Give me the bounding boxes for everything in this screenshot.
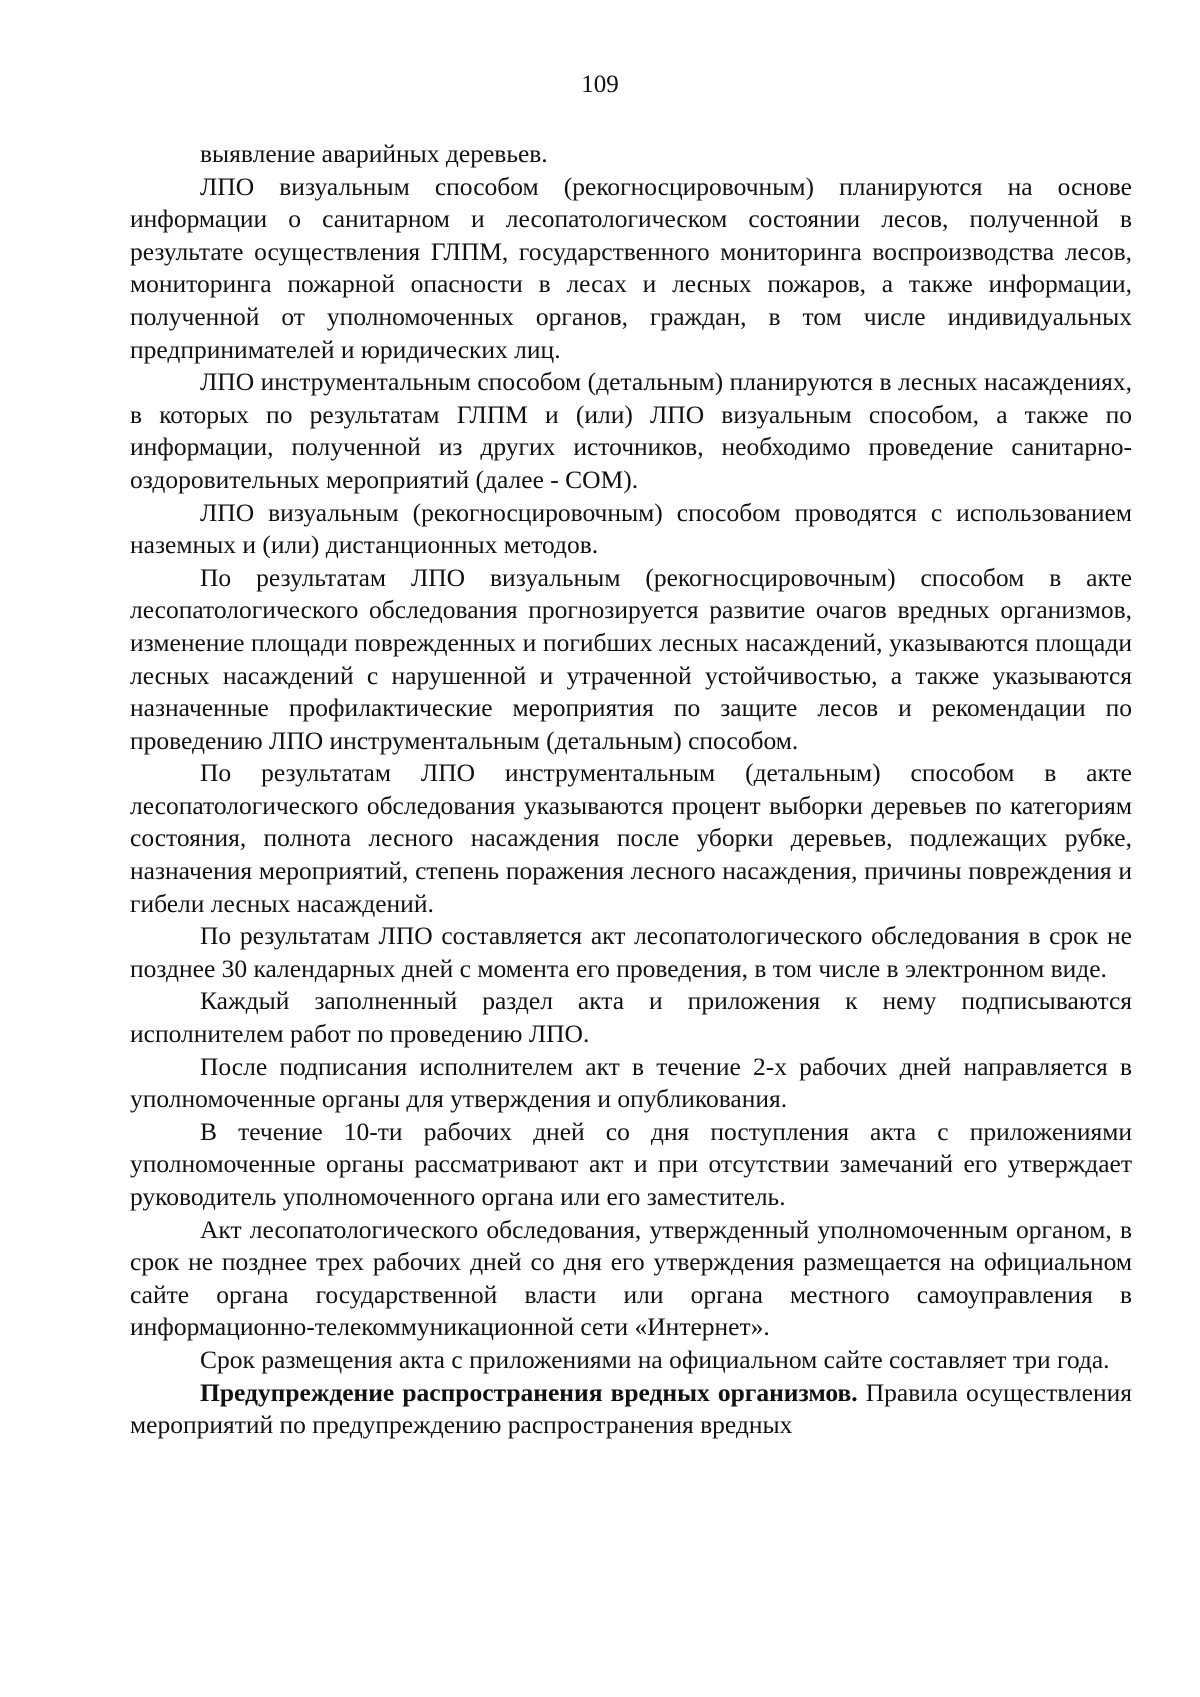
paragraph-visual-method-methods: ЛПО визуальным (рекогносцировочным) способом проводятся с использованием наземных и (или) дистанционных методов. bbox=[130, 497, 1132, 560]
paragraph-instrumental-method-results: По результатам ЛПО инструментальным (детальным) способом в акте лесопатологического обследования указываются процент выборки деревьев по категориям состояния, полнота лесного насаждения после уборки деревьев, подлежащих рубке, назначения мероприятий, степень поражения лесного насаждения, причины повреждения и гибели лесных насаждений. bbox=[130, 758, 1132, 918]
paragraph-act-approval: В течение 10-ти рабочих дней со дня поступления акта с приложениями уполномоченные органы рассматривают акт и при отсутствии замечаний его утверждает руководитель уполномоченного органа или его заместитель. bbox=[130, 1116, 1132, 1211]
document-body bbox=[130, 138, 1132, 1442]
paragraph-act-publication: Акт лесопатологического обследования, утвержденный уполномоченным органом, в срок не позднее трех рабочих дней со дня его утверждения размещается на официальном сайте органа государственной власти или органа местного самоуправления в информационно-телекоммуникационной сети «Интернет». bbox=[130, 1214, 1132, 1342]
paragraph-continuation: выявление аварийных деревьев. bbox=[200, 139, 548, 168]
paragraph-prevention-text: Правила осуществления мероприятий по предупреждению распространения вредных bbox=[130, 1377, 1132, 1440]
paragraph-act-deadline: По результатам ЛПО составляется акт лесопатологического обследования в срок не позднее 30 календарных дней с момента его проведения, в том числе в электронном виде. bbox=[130, 921, 1132, 983]
page-number: 109 bbox=[581, 71, 619, 98]
paragraph-act-submission: После подписания исполнителем акт в течение 2-х рабочих дней направляется в уполномоченные органы для утверждения и опубликования. bbox=[130, 1051, 1132, 1114]
paragraph-publication-term: Срок размещения акта с приложениями на официальном сайте составляет три года. bbox=[200, 1344, 1110, 1374]
paragraph-instrumental-method-planning: ЛПО инструментальным способом (детальным) планируются в лесных насаждениях, в которых по результатам ГЛПМ и (или) ЛПО визуальным способом, а также по информации, полученной из других источников, необходимо проведение санитарно-оздоровительных мероприятий (далее - СОМ). bbox=[130, 367, 1132, 494]
paragraph-act-signing: Каждый заполненный раздел акта и приложения к нему подписываются исполнителем работ по проведению ЛПО. bbox=[130, 986, 1132, 1049]
paragraph-visual-method-results: По результатам ЛПО визуальным (рекогносцировочным) способом в акте лесопатологического обследования прогнозируется развитие очагов вредных организмов, изменение площади поврежденных и погибших лесных насаждений, указываются площади лесных насаждений с нарушенной и утраченной устойчивостью, а также указываются назначенные профилактические мероприятия по защите лесов и рекомендации по проведению ЛПО инструментальным (детальным) способом. bbox=[130, 562, 1132, 755]
section-heading-prevention: Предупреждение распространения вредных организмов. bbox=[200, 1377, 858, 1407]
paragraph-prevention bbox=[130, 1377, 1132, 1442]
paragraph-visual-method-planning: ЛПО визуальным способом (рекогносцировочным) планируются на основе информации о санитарном и лесопатологическом состоянии лесов, полученной в результате осуществления ГЛПМ, государственного мониторинга воспроизводства лесов, мониторинга пожарной опасности в лесах и лесных пожаров, а также информации, полученной от уполномоченных органов, граждан, в том числе индивидуальных предпринимателей и юридических лиц. bbox=[130, 171, 1132, 364]
